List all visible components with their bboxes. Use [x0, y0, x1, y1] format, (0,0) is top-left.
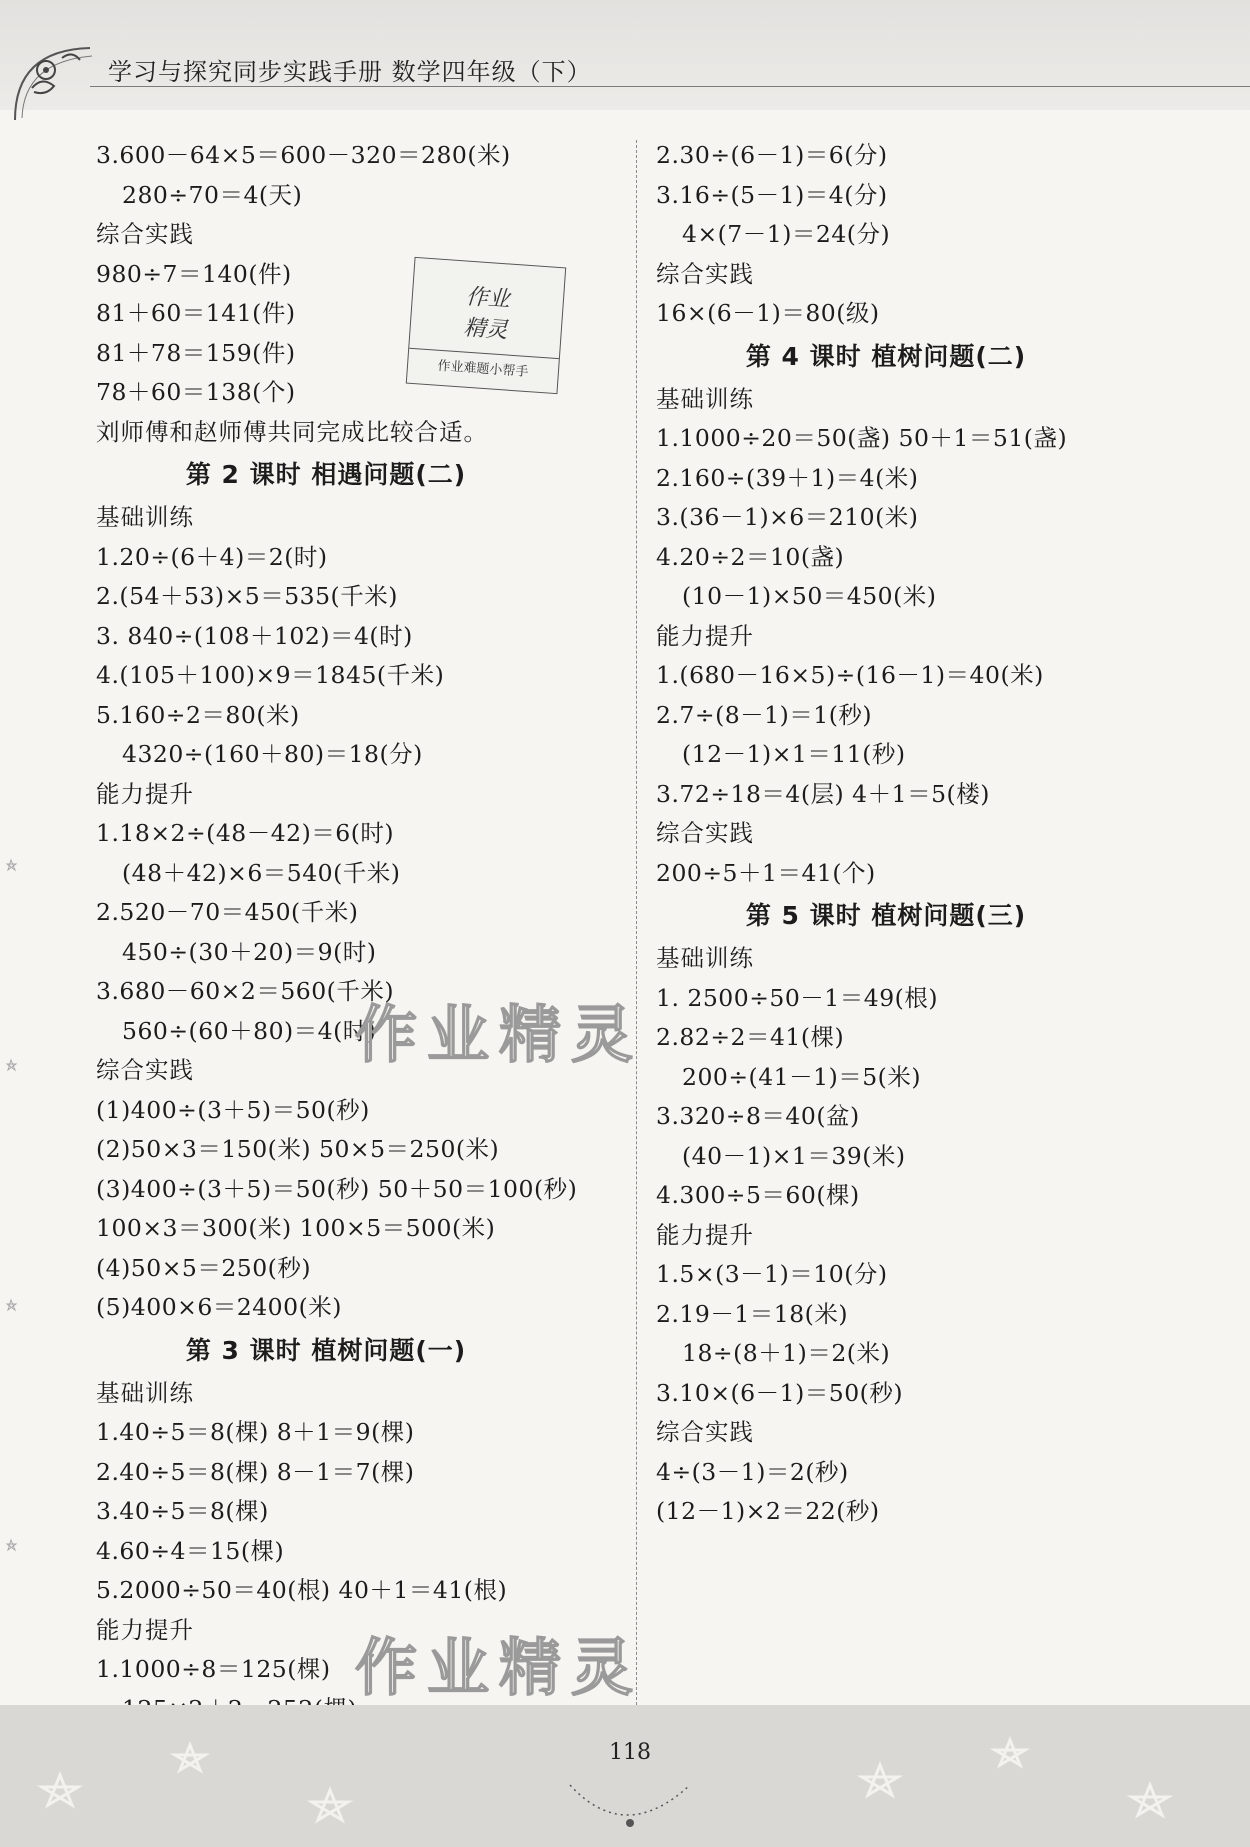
answer-line: 3.16÷(5－1)＝4(分)	[656, 180, 888, 209]
answer-line: 4.300÷5＝60(棵)	[656, 1181, 860, 1209]
answer-line: 2.82÷2＝41(棵)	[656, 1023, 845, 1051]
answer-line: 16×(6－1)＝80(级)	[656, 299, 880, 327]
stamp-line-2: 精灵	[462, 315, 509, 344]
answer-line: (40－1)×1＝39(米)	[682, 1141, 906, 1170]
answer-line: 2.(54＋53)×5＝535(千米)	[96, 582, 398, 610]
answer-line: 4320÷(160＋80)＝18(分)	[122, 740, 423, 768]
answer-line: 81＋78＝159(件)	[96, 338, 296, 367]
watermark-text: 作业精灵	[355, 998, 644, 1071]
section-heading: 能力提升	[96, 1615, 194, 1644]
right-answer-column	[656, 136, 1216, 1532]
section-heading: 能力提升	[656, 621, 754, 650]
lesson-heading: 第 3 课时 植树问题(一)	[185, 1335, 467, 1365]
watermark-stamp	[406, 257, 566, 394]
answer-line: 2.7÷(8－1)＝1(秒)	[656, 700, 873, 729]
lesson-heading: 第 5 课时 植树问题(三)	[745, 901, 1027, 930]
answer-line: 3.40÷5＝8(棵)	[96, 1497, 269, 1525]
answer-line: 2.160÷(39＋1)＝4(米)	[656, 463, 919, 492]
answer-line: 3. 840÷(108＋102)＝4(时)	[96, 621, 413, 650]
answer-line: (3)400÷(3＋5)＝50(秒) 50＋50＝100(秒)	[96, 1174, 578, 1203]
answer-line: (2)50×3＝150(米) 50×5＝250(米)	[96, 1135, 500, 1163]
star-decoration-icon	[0, 820, 22, 1720]
stamp-line-1: 作业	[465, 284, 511, 313]
answer-line: 1.20÷(6＋4)＝2(时)	[96, 542, 328, 571]
section-heading: 综合实践	[656, 1418, 754, 1446]
stamp-line-3: 作业难题小帮手	[408, 348, 559, 382]
footer-band	[0, 1705, 1250, 1847]
star-pattern-icon	[0, 1705, 1250, 1847]
header-title: 学习与探究同步实践手册 数学四年级（下）	[108, 58, 592, 86]
answer-line: 3.680－60×2＝560(千米)	[96, 977, 395, 1005]
answer-line: 1.5×(3－1)＝10(分)	[656, 1260, 888, 1288]
answer-line: 3.(36－1)×6＝210(米)	[656, 503, 919, 531]
answer-line: 18÷(8＋1)＝2(米)	[682, 1339, 891, 1367]
section-heading: 综合实践	[96, 1056, 194, 1084]
section-heading: 综合实践	[96, 220, 194, 248]
answer-line: 3.600－64×5＝600－320＝280(米)	[96, 141, 511, 169]
answer-line: (4)50×5＝250(秒)	[96, 1253, 312, 1282]
watermark-text: 作业精灵	[355, 1631, 644, 1704]
answer-line: (5)400×6＝2400(米)	[96, 1293, 342, 1321]
section-heading: 综合实践	[656, 819, 754, 847]
answer-line: 2.30÷(6－1)＝6(分)	[656, 141, 888, 169]
answer-line: 81＋60＝141(件)	[96, 299, 296, 327]
lesson-heading: 第 4 课时 植树问题(二)	[745, 341, 1027, 371]
answer-line: 2.520－70＝450(千米)	[96, 898, 359, 926]
answer-line: 3.10×(6－1)＝50(秒)	[656, 1378, 903, 1407]
answer-line: 280÷70＝4(天)	[122, 180, 303, 209]
section-heading: 基础训练	[96, 503, 194, 531]
answer-line: 1.40÷5＝8(棵) 8＋1＝9(棵)	[96, 1418, 415, 1446]
answer-note: 刘师傅和赵师傅共同完成比较合适。	[96, 417, 488, 446]
section-heading: 能力提升	[96, 779, 194, 808]
answer-line: 4.20÷2＝10(盏)	[656, 542, 845, 571]
page-number: 118	[609, 1740, 651, 1765]
left-answer-column	[96, 136, 656, 1729]
answer-line: (48＋42)×6＝540(千米)	[122, 858, 401, 887]
answer-line: 5.160÷2＝80(米)	[96, 700, 300, 729]
answer-line: 78＋60＝138(个)	[96, 378, 296, 406]
answer-line: (12－1)×2＝22(秒)	[656, 1497, 880, 1525]
answer-line: 4×(7－1)＝24(分)	[682, 220, 891, 248]
section-heading: 综合实践	[656, 259, 754, 288]
answer-line: 100×3＝300(米) 100×5＝500(米)	[96, 1214, 496, 1242]
answer-line: 2.40÷5＝8(棵) 8－1＝7(棵)	[96, 1457, 415, 1486]
answer-line: 4.60÷4＝15(棵)	[96, 1536, 285, 1565]
section-heading: 基础训练	[656, 384, 754, 413]
answer-line: (10－1)×50＝450(米)	[682, 582, 937, 610]
answer-line: 1.1000÷8＝125(棵)	[96, 1655, 331, 1683]
answer-line: 4÷(3－1)＝2(秒)	[656, 1457, 849, 1486]
answer-line: 450÷(30＋20)＝9(时)	[122, 937, 377, 966]
answer-line: 560÷(60＋80)＝4(时)	[122, 1016, 377, 1045]
lesson-heading: 第 2 课时 相遇问题(二)	[185, 460, 467, 489]
answer-line: 3.320÷8＝40(盆)	[656, 1102, 860, 1130]
answer-line: 200÷5＋1＝41(个)	[656, 858, 876, 887]
answer-line: 980÷7＝140(件)	[96, 259, 292, 288]
answer-line: 3.72÷18＝4(层) 4＋1＝5(楼)	[656, 779, 990, 808]
answer-line: 1.1000÷20＝50(盏) 50＋1＝51(盏)	[656, 424, 1068, 452]
answer-line: 1.18×2÷(48－42)＝6(时)	[96, 819, 395, 847]
section-heading: 能力提升	[656, 1220, 754, 1249]
answer-line: (1)400÷(3＋5)＝50(秒)	[96, 1095, 370, 1124]
corner-ornament-icon	[10, 40, 100, 125]
answer-line: (12－1)×1＝11(秒)	[682, 740, 906, 768]
answer-line: 2.19－1＝18(米)	[656, 1299, 849, 1328]
answer-line: 1.(680－16×5)÷(16－1)＝40(米)	[656, 661, 1044, 689]
answer-line: 200÷(41－1)＝5(米)	[682, 1062, 922, 1091]
section-heading: 基础训练	[656, 944, 754, 972]
answer-line: 5.2000÷50＝40(根) 40＋1＝41(根)	[96, 1576, 508, 1604]
answer-line: 4.(105＋100)×9＝1845(千米)	[96, 661, 445, 689]
answer-line: 1. 2500÷50－1＝49(根)	[656, 983, 938, 1012]
section-heading: 基础训练	[96, 1378, 194, 1407]
